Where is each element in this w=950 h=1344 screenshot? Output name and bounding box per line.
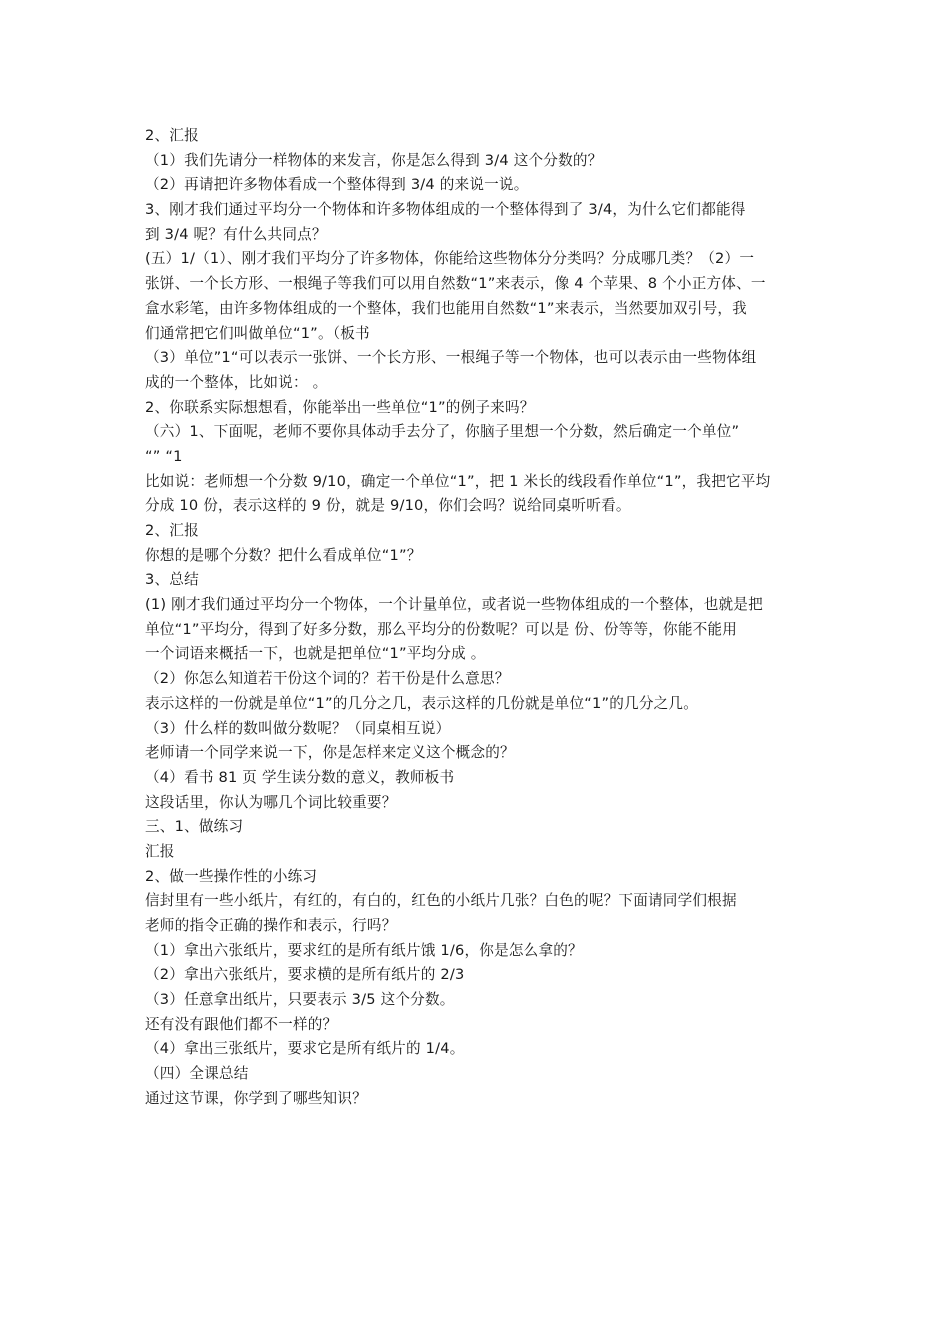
text-line: 3、总结 xyxy=(145,571,199,589)
text-line: （2）拿出六张纸片，要求横的是所有纸片的 2/3 xyxy=(145,966,465,984)
text-line: （2）再请把许多物体看成一个整体得到 3/4 的来说一说。 xyxy=(145,176,529,194)
text-line: 到 3/4 呢？有什么共同点？ xyxy=(145,225,327,243)
text-line: 表示这样的一份就是单位“1”的几分之几，表示这样的几份就是单位“1”的几分之几。 xyxy=(145,694,699,712)
text-line: 这段话里，你认为哪几个词比较重要？ xyxy=(145,793,397,811)
text-line: 汇报 xyxy=(145,842,175,860)
text-line: 2、你联系实际想想看，你能举出一些单位“1”的例子来吗？ xyxy=(145,398,535,416)
text-line: 还有没有跟他们都不一样的？ xyxy=(145,1015,338,1033)
text-line: （3）单位”1“可以表示一张饼、一个长方形、一根绳子等一个物体，也可以表示由一些物体组 xyxy=(145,349,757,367)
text-line: （四）全课总结 xyxy=(145,1065,249,1083)
text-line: “” “1 xyxy=(145,447,183,465)
text-line: 张饼、一个长方形、一根绳子等我们可以用自然数“1”来表示，像 4 个苹果、8 个小正方体、一 xyxy=(145,275,766,293)
text-line: (五）1/（1）、刚才我们平均分了许多物体，你能给这些物体分分类吗？分成哪几类？（2）一 xyxy=(145,250,755,268)
text-line: （1）拿出六张纸片，要求红的是所有纸片饿 1/6，你是怎么拿的？ xyxy=(145,941,583,959)
text-line: 2、汇报 xyxy=(145,127,199,144)
text-line: 成的一个整体，比如说： 。 xyxy=(145,373,328,391)
text-line: 分成 10 份，表示这样的 9 份，就是 9/10，你们会吗？说给同桌听听看。 xyxy=(145,497,631,515)
text-line: 老师的指令正确的操作和表示，行吗？ xyxy=(145,917,397,934)
text-line: 2、汇报 xyxy=(145,522,199,539)
text-line: 一个词语来概括一下，也就是把单位“1”平均分成 。 xyxy=(145,645,486,663)
text-line: 你想的是哪个分数？把什么看成单位“1”？ xyxy=(145,546,422,564)
text-line: 三、1、做练习 xyxy=(145,818,244,836)
text-line: （4）拿出三张纸片，要求它是所有纸片的 1/4。 xyxy=(145,1040,465,1058)
text-line: 通过这节课，你学到了哪些知识？ xyxy=(145,1089,367,1107)
text-line: （4）看书 81 页 学生读分数的意义，教师板书 xyxy=(145,768,455,786)
text-line: （2）你怎么知道若干份这个词的？若干份是什么意思？ xyxy=(145,670,510,688)
text-line: 比如说：老师想一个分数 9/10，确定一个单位“1”，把 1 米长的线段看作单位“1”，我把它平均 xyxy=(145,472,771,490)
text-line: 信封里有一些小纸片，有红的，有白的，红色的小纸片几张？白色的呢？下面请同学们根据 xyxy=(145,892,737,910)
text-line: 2、做一些操作性的小练习 xyxy=(145,867,318,885)
text-line: （六）1、下面呢，老师不要你具体动手去分了，你脑子里想一个分数，然后确定一个单位” xyxy=(145,423,740,441)
lesson-text-body xyxy=(145,124,813,1112)
text-line: （1）我们先请分一样物体的来发言，你是怎么得到 3/4 这个分数的？ xyxy=(145,151,603,169)
text-line: 单位“1”平均分，得到了好多分数，那么平均分的份数呢？可以是 份、份等等，你能不能用 xyxy=(145,620,738,638)
text-line: 盒水彩笔，由许多物体组成的一个整体，我们也能用自然数“1”来表示，当然要加双引号，我 xyxy=(145,299,747,317)
text-line: 3、刚才我们通过平均分一个物体和许多物体组成的一个整体得到了 3/4，为什么它们都能得 xyxy=(145,201,746,219)
text-line: （3）什么样的数叫做分数呢？（同桌相互说） xyxy=(145,719,451,737)
text-line: 老师请一个同学来说一下，你是怎样来定义这个概念的？ xyxy=(145,744,515,762)
text-line: (1) 刚才我们通过平均分一个物体，一个计量单位，或者说一些物体组成的一个整体，也就是把 xyxy=(145,596,763,614)
text-line: （3）任意拿出纸片，只要表示 3/5 这个分数。 xyxy=(145,991,455,1009)
text-line: 们通常把它们叫做单位“1”。（板书 xyxy=(145,324,370,342)
